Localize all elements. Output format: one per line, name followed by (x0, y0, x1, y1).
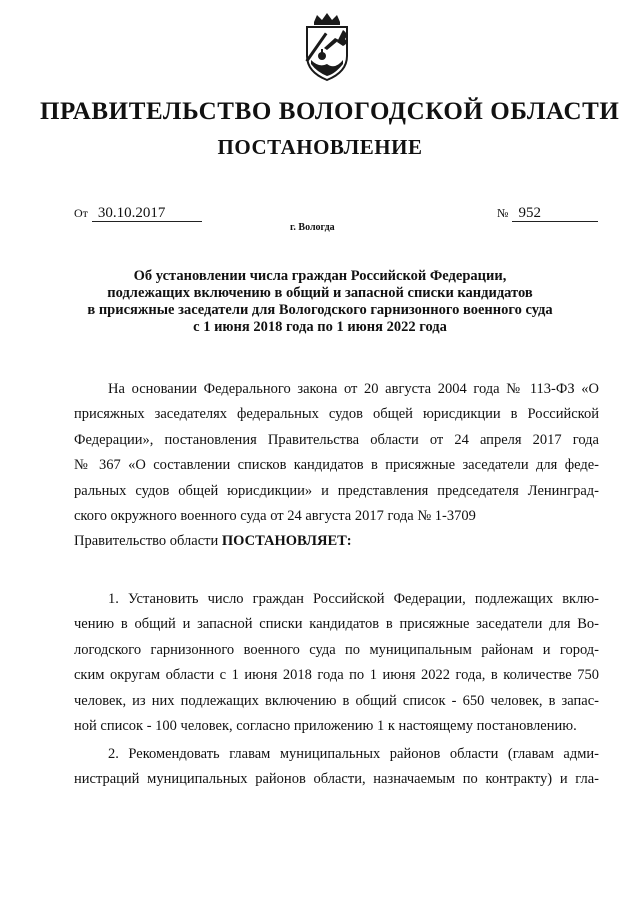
resolution-heading (60, 268, 580, 336)
org-title: ПРАВИТЕЛЬСТВО ВОЛОГОДСКОЙ ОБЛАСТИ (40, 98, 620, 125)
resolves-word: ПОСТАНОВЛЯЕТ: (221, 533, 352, 550)
document-date: 30.10.2017 (92, 205, 202, 222)
date-prefix: От (74, 206, 88, 220)
text-line: 2. Рекомендовать главам муниципальных районов области (главам адми- (108, 746, 599, 762)
item-2-paragraph (74, 742, 599, 793)
text-line: На основании Федерального закона от 20 августа 2004 года № 113-ФЗ «О (108, 381, 599, 397)
date-line (74, 205, 202, 222)
heading-line: с 1 июня 2018 года по 1 июня 2022 года (193, 319, 447, 335)
text-line: ским округам области с 1 июня 2018 года по 1 июня 2022 года, в количестве 750 (74, 667, 599, 684)
text-line: логодского гарнизонного военного суда по муниципальным районам и город- (74, 641, 599, 658)
text-line: № 367 «О составлении списков кандидатов в присяжные заседатели для феде- (74, 457, 599, 474)
text-line: ского окружного военного суда от 24 августа 2017 года № 1-3709 (74, 508, 476, 525)
number-line (497, 205, 598, 222)
vologda-coat-of-arms-icon (297, 12, 357, 84)
number-prefix: № (497, 206, 509, 220)
document-number: 952 (512, 205, 598, 222)
text-line: ральных судов общей юрисдикции» и представления председателя Ленинград- (74, 482, 599, 499)
city: г. Вологда (290, 222, 335, 233)
text-line: чению в общий и запасной списки кандидатов в присяжные заседатели для Во- (74, 616, 599, 633)
heading-line: в присяжные заседатели для Вологодского гарнизонного военного суда (87, 302, 553, 318)
heading-line: подлежащих включению в общий и запасной списки кандидатов (107, 285, 533, 301)
text-line: присяжных заседателях федеральных судов общей юрисдикции в Российской (74, 406, 599, 423)
text-line: ной список - 100 человек, согласно приложению 1 к настоящему постановлению. (74, 718, 577, 735)
item-1-paragraph (74, 587, 599, 739)
resolves-line (74, 529, 599, 554)
heading-line: Об установлении числа граждан Российской Федерации, (133, 268, 507, 284)
text-line: Федерации», постановления Правительства области от 24 апреля 2017 года (74, 431, 599, 448)
resolves-prefix: Правительство области (74, 533, 222, 550)
text-line: нистраций муниципальных районов области, назначаемым по контракту) и гла- (74, 771, 599, 788)
text-line: 1. Установить число граждан Российской Федерации, подлежащих вклю- (108, 591, 599, 607)
document-type: ПОСТАНОВЛЕНИЕ (217, 135, 423, 159)
text-line: человек, из них подлежащих включению в общий список - 650 человек, в запас- (74, 692, 599, 709)
preamble-paragraph (74, 377, 599, 555)
